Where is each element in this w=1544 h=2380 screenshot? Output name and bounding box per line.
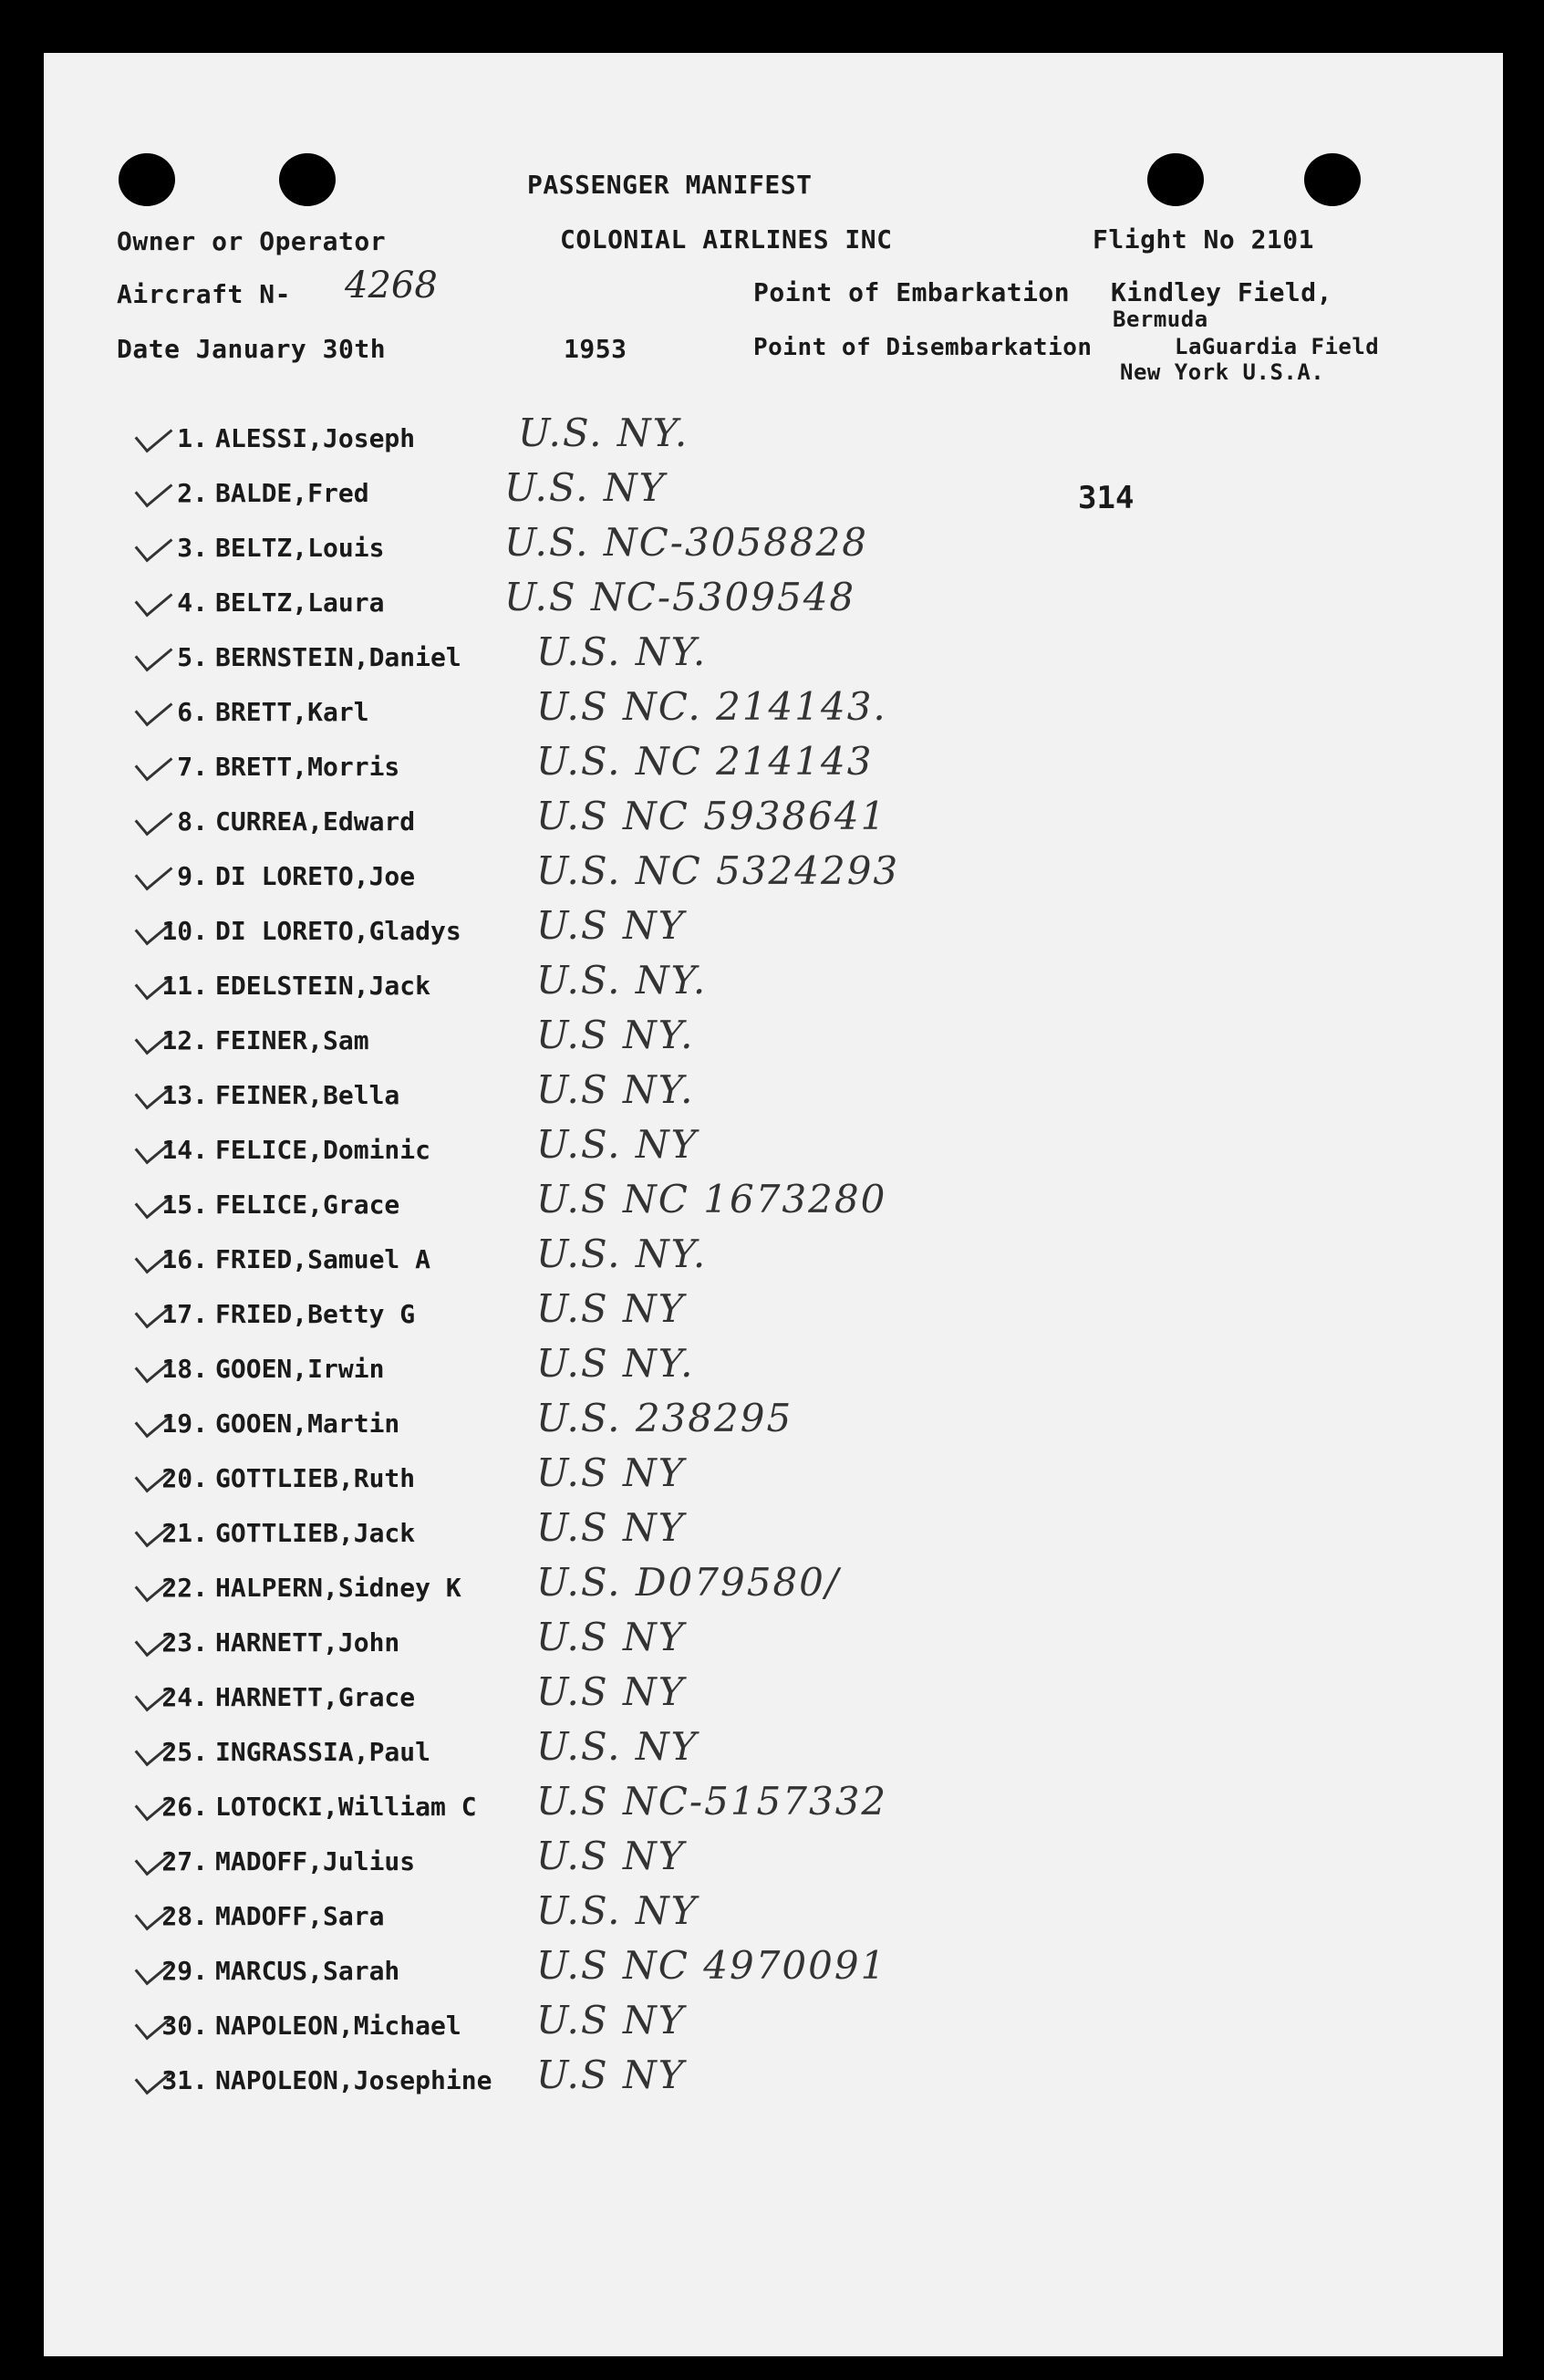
passenger-number: 6. [177,697,208,727]
passenger-name: HARNETT,Grace [215,1682,416,1712]
handwritten-citizenship-note: U.S. NC 214143 [536,739,874,784]
passenger-name: BERNSTEIN,Daniel [215,642,461,672]
punch-hole-3 [1147,153,1204,206]
passenger-number: 19. [161,1408,208,1439]
date-label: Date January 30th [117,334,387,364]
handwritten-citizenship-note: U.S. NY. [536,1232,708,1276]
passenger-number: 23. [161,1627,208,1658]
passenger-name: FRIED,Betty G [215,1299,416,1329]
handwritten-citizenship-note: U.S NY [536,1505,686,1550]
embarkation-value-line2: Bermuda [1113,307,1208,332]
passenger-number: 20. [161,1463,208,1493]
passenger-name: HARNETT,John [215,1627,400,1658]
passenger-name: BRETT,Karl [215,697,369,727]
passenger-number: 11. [161,971,208,1001]
passenger-name: FELICE,Dominic [215,1135,431,1165]
passenger-number: 26. [161,1792,208,1822]
handwritten-citizenship-note: U.S. NY [536,1888,699,1933]
passenger-number: 24. [161,1682,208,1712]
handwritten-citizenship-note: U.S NY [536,1834,686,1878]
disembarkation-label: Point of Disembarkation [753,334,1093,361]
handwritten-citizenship-note: U.S NY [536,903,686,948]
passenger-number: 18. [161,1354,208,1384]
handwritten-citizenship-note: U.S NY [536,1998,686,2042]
handwritten-citizenship-note: U.S NY. [536,1067,695,1112]
manifest-page [44,53,1503,2356]
passenger-number: 25. [161,1737,208,1767]
handwritten-citizenship-note: U.S NC 1673280 [536,1177,887,1221]
passenger-name: GOOEN,Martin [215,1408,400,1439]
passenger-number: 3. [177,533,208,563]
passenger-name: EDELSTEIN,Jack [215,971,431,1001]
passenger-number: 21. [161,1518,208,1548]
passenger-number: 14. [161,1135,208,1165]
passenger-number: 7. [177,752,208,782]
handwritten-citizenship-note: U.S NY [536,1286,686,1331]
passenger-name: HALPERN,Sidney K [215,1573,461,1603]
passenger-number: 13. [161,1080,208,1110]
passenger-number: 31. [161,2065,208,2095]
aircraft-number: 4268 [345,265,438,307]
punch-hole-1 [119,153,175,206]
page-number: 314 [1078,480,1135,516]
passenger-number: 22. [161,1573,208,1603]
passenger-name: NAPOLEON,Josephine [215,2065,492,2095]
passenger-number: 16. [161,1244,208,1274]
passenger-name: BELTZ,Louis [215,533,385,563]
passenger-name: ALESSI,Joseph [215,423,416,453]
disembarkation-value: LaGuardia Field [1175,334,1380,359]
handwritten-citizenship-note: U.S. 238295 [536,1396,793,1440]
handwritten-citizenship-note: U.S. D079580/ [536,1560,841,1605]
passenger-name: DI LORETO,Gladys [215,916,461,946]
manifest-title: PASSENGER MANIFEST [527,170,813,200]
passenger-number: 5. [177,642,208,672]
embarkation-label: Point of Embarkation [753,277,1071,307]
passenger-name: INGRASSIA,Paul [215,1737,431,1767]
handwritten-citizenship-note: U.S. NY. [536,958,708,1003]
handwritten-citizenship-note: U.S NC 4970091 [536,1943,887,1988]
passenger-number: 9. [177,861,208,891]
handwritten-citizenship-note: U.S NC-5157332 [536,1779,888,1824]
passenger-name: BRETT,Morris [215,752,400,782]
handwritten-citizenship-note: U.S. NY [504,465,667,510]
passenger-name: LOTOCKI,William C [215,1792,477,1822]
handwritten-citizenship-note: U.S NY. [536,1341,695,1386]
passenger-number: 28. [161,1901,208,1931]
handwritten-citizenship-note: U.S NY [536,2053,686,2097]
passenger-name: NAPOLEON,Michael [215,2011,461,2041]
passenger-number: 15. [161,1190,208,1220]
handwritten-citizenship-note: U.S NY [536,1450,686,1495]
punch-hole-2 [279,153,336,206]
passenger-name: GOTTLIEB,Ruth [215,1463,416,1493]
passenger-name: FELICE,Grace [215,1190,400,1220]
aircraft-label: Aircraft N- [117,279,291,309]
handwritten-citizenship-note: U.S NC. 214143. [536,684,887,729]
owner-label: Owner or Operator [117,226,387,256]
handwritten-citizenship-note: U.S NY. [536,1013,695,1057]
handwritten-citizenship-note: U.S. NY [536,1724,699,1769]
handwritten-citizenship-note: U.S. NY [536,1122,699,1167]
handwritten-citizenship-note: U.S. NY. [518,411,689,455]
handwritten-citizenship-note: U.S. NY. [536,629,708,674]
passenger-number: 4. [177,587,208,618]
passenger-number: 2. [177,478,208,508]
passenger-name: GOOEN,Irwin [215,1354,385,1384]
year: 1953 [564,334,627,364]
passenger-number: 30. [161,2011,208,2041]
passenger-number: 29. [161,1956,208,1986]
passenger-number: 1. [177,423,208,453]
punch-hole-4 [1304,153,1361,206]
passenger-number: 10. [161,916,208,946]
handwritten-citizenship-note: U.S NY [536,1669,686,1714]
disembarkation-value-line2: New York U.S.A. [1120,359,1325,385]
passenger-name: FRIED,Samuel A [215,1244,431,1274]
passenger-name: FEINER,Sam [215,1025,369,1055]
passenger-number: 27. [161,1846,208,1876]
handwritten-citizenship-note: U.S NC 5938641 [536,794,887,838]
passenger-name: MARCUS,Sarah [215,1956,400,1986]
passenger-name: MADOFF,Sara [215,1901,385,1931]
owner-value: COLONIAL AIRLINES INC [560,224,893,255]
passenger-name: FEINER,Bella [215,1080,400,1110]
handwritten-citizenship-note: U.S NY [536,1615,686,1659]
handwritten-citizenship-note: U.S NC-5309548 [504,575,856,619]
passenger-name: DI LORETO,Joe [215,861,416,891]
embarkation-value: Kindley Field, [1111,277,1333,307]
handwritten-citizenship-note: U.S. NC-3058828 [504,520,868,565]
passenger-name: MADOFF,Julius [215,1846,416,1876]
passenger-number: 8. [177,806,208,837]
handwritten-citizenship-note: U.S. NC 5324293 [536,848,900,893]
passenger-name: BELTZ,Laura [215,587,385,618]
passenger-number: 17. [161,1299,208,1329]
passenger-name: CURREA,Edward [215,806,416,837]
passenger-number: 12. [161,1025,208,1055]
flight-number: Flight No 2101 [1093,224,1315,255]
passenger-name: GOTTLIEB,Jack [215,1518,416,1548]
passenger-name: BALDE,Fred [215,478,369,508]
